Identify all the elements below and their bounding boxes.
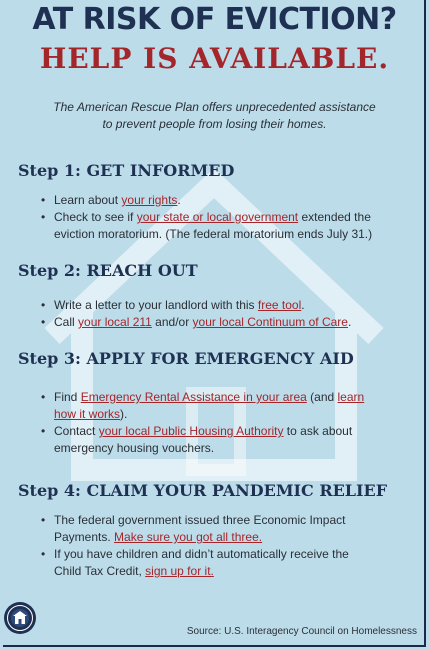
free-tool-link[interactable]: free tool (257, 298, 302, 312)
list-item: • Learn about your rights. (54, 192, 414, 209)
learn-how-it-works-link-cont[interactable]: how it works (54, 407, 121, 421)
intro-line-2: to prevent people from losing their homes. (102, 117, 327, 131)
sign-up-link[interactable]: sign up for it. (145, 564, 214, 578)
step-3-heading: Step 3: APPLY FOR EMERGENCY AID (18, 349, 354, 368)
step-3-list (54, 389, 414, 457)
step-4-heading: Step 4: CLAIM YOUR PANDEMIC RELIEF (18, 481, 388, 500)
intro-text (20, 99, 409, 133)
hud-seal-icon (3, 601, 37, 635)
headline-at-risk: AT RISK OF EVICTION? (32, 2, 397, 37)
step-1-list (54, 192, 414, 243)
step-4-list (54, 512, 414, 580)
intro-line-1: The American Rescue Plan offers unprecedented assistance (53, 100, 376, 114)
local-211-link[interactable]: your local 211 (78, 315, 152, 329)
list-item: • Call your local 211 and/or your local Continuum of Care. (54, 314, 414, 331)
continuum-of-care-link[interactable]: your local Continuum of Care (192, 315, 348, 329)
list-item: • Contact your local Public Housing Authority to ask about emergency housing vouchers. (54, 423, 414, 457)
list-item: • Check to see if your state or local government extended the eviction moratorium. (The federal moratorium ends July 31.) (54, 209, 414, 243)
emergency-rental-assistance-link[interactable]: Emergency Rental Assistance in your area (80, 390, 307, 404)
make-sure-you-got-all-three-link[interactable]: Make sure you got all three. (114, 530, 263, 544)
your-rights-link[interactable]: your rights (121, 193, 178, 207)
list-item: • The federal government issued three Economic Impact Payments. Make sure you got all three. (54, 512, 414, 546)
step-1-heading: Step 1: GET INFORMED (18, 161, 235, 180)
public-housing-authority-link[interactable]: your local Public Housing Authority (98, 424, 284, 438)
learn-how-it-works-link[interactable]: learn (337, 390, 365, 404)
headline-help-available: HELP IS AVAILABLE. (39, 42, 390, 75)
step-2-heading: Step 2: REACH OUT (18, 261, 198, 280)
step-2-list (54, 297, 414, 331)
list-item: • Find Emergency Rental Assistance in your area (and learn how it works). (54, 389, 414, 423)
list-item: • If you have children and didn’t automatically receive the Child Tax Credit, sign up for it. (54, 546, 414, 580)
state-local-government-link[interactable]: your state or local government (136, 210, 299, 224)
list-item: • Write a letter to your landlord with this free tool. (54, 297, 414, 314)
source-credit: Source: U.S. Interagency Council on Homelessness (186, 626, 417, 637)
